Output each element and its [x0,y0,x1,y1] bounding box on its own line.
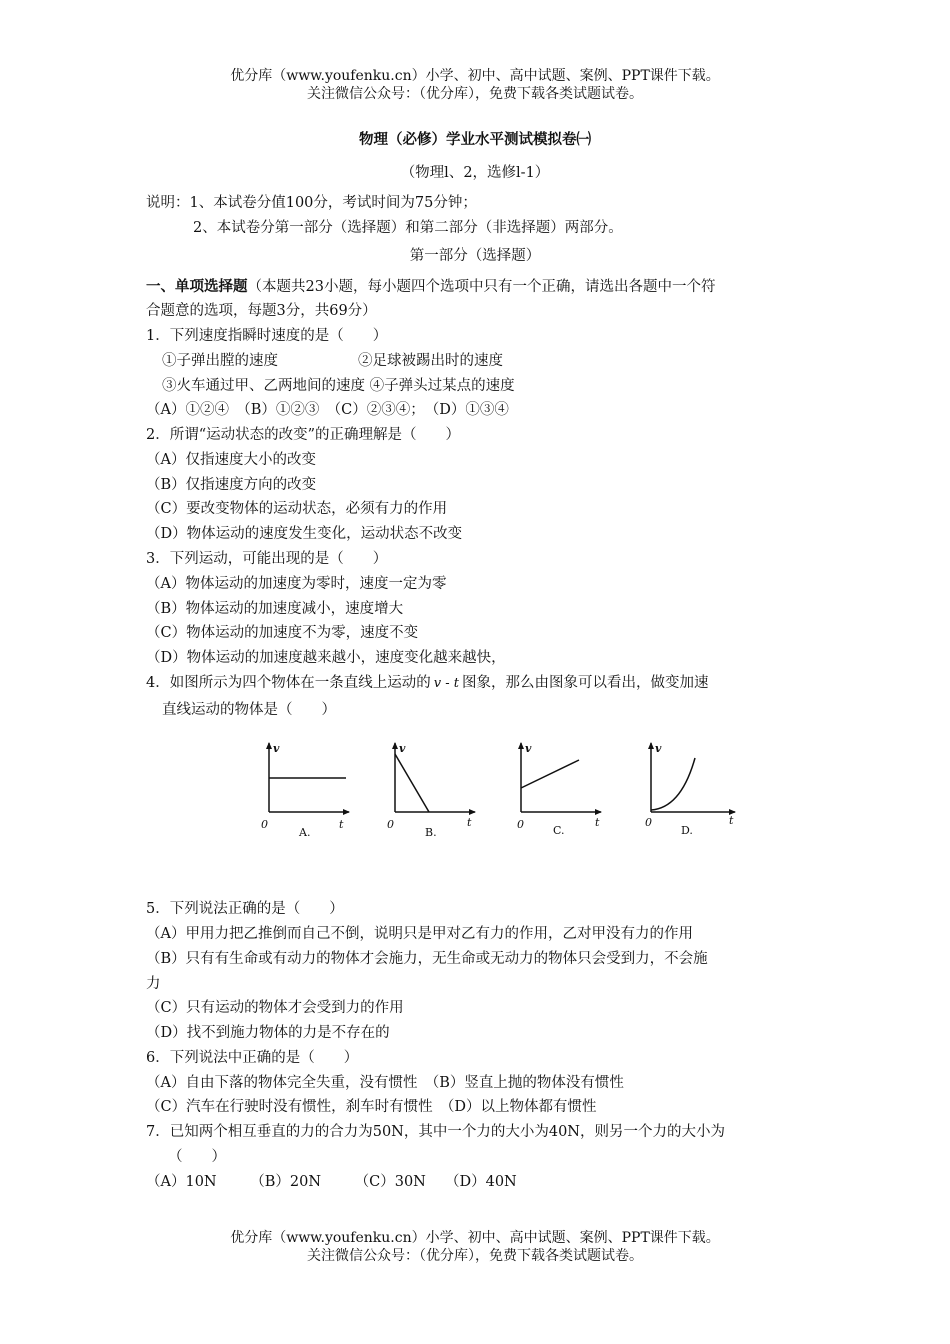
section-intro [146,278,715,296]
q4-stem-part-1: 4．如图所示为四个物体在一条直线上运动的 [146,675,431,691]
q1-item-2: ②足球被踢出时的速度 [358,353,503,369]
q6-options-cd: （C）汽车在行驶时没有惯性，刹车时有惯性 （D）以上物体都有惯性 [146,1099,597,1115]
q4-vt-symbol: v - t [433,676,459,691]
header-line-1: 优分库（www.youfenku.cn）小学、初中、高中试题、案例、PPT课件下载。 [230,68,720,84]
q2-stem: 2．所谓“运动状态的改变”的正确理解是（ ） [146,427,461,443]
graph-c-t-label: t [595,816,600,829]
graph-a-caption: A. [299,826,311,839]
part-one-heading: 第一部分（选择题） [409,248,541,264]
exam-title: 物理（必修）学业水平测试模拟卷㈠ [359,131,591,148]
graph-c [521,743,601,812]
graph-a [269,743,349,812]
q6-stem: 6．下列说法中正确的是（ ） [146,1050,359,1066]
footer-line-2: 关注微信公众号：（优分库），免费下载各类试题试卷。 [307,1248,643,1264]
q3-option-a: （A）物体运动的加速度为零时，速度一定为零 [146,576,447,592]
q6-options-ab: （A）自由下落的物体完全失重，没有惯性 （B）竖直上抛的物体没有惯性 [146,1075,624,1091]
q2-option-a: （A）仅指速度大小的改变 [146,452,316,468]
q4-stem [146,674,708,693]
graph-c-caption: C. [553,824,565,837]
graph-c-line [521,760,579,788]
graph-b-t-label: t [467,816,472,829]
graph-b-origin: 0 [387,818,394,831]
q5-option-b-cont: 力 [146,976,161,992]
q1-items-3-4: ③火车通过甲、乙两地间的速度 ④子弹头过某点的速度 [162,378,515,394]
graph-b-line [395,754,429,812]
q3-stem: 3．下列运动，可能出现的是（ ） [146,551,388,567]
q2-option-c: （C）要改变物体的运动状态，必须有力的作用 [146,501,448,517]
graph-d-v-label: v [655,742,662,755]
graph-c-v-label: v [525,742,532,755]
q2-option-d: （D）物体运动的速度发生变化，运动状态不改变 [146,526,463,542]
graph-a-origin: 0 [261,818,268,831]
section-heading: 一、单项选择题 [146,278,248,295]
q4-stem-cont: 直线运动的物体是（ ） [162,702,336,718]
vt-graphs [255,738,745,843]
q5-option-d: （D）找不到施力物体的力是不存在的 [146,1025,390,1041]
q7-stem: 7．已知两个相互垂直的力的合力为50N，其中一个力的大小为40N，则另一个力的大小为 [146,1124,725,1140]
q3-option-b: （B）物体运动的加速度减小，速度增大 [146,601,404,617]
graph-b-v-label: v [399,742,406,755]
graph-d-t-label: t [729,814,734,827]
q7-answer-paren: （ ） [168,1149,226,1165]
section-description-cont: 合题意的选项，每题3分，共69分） [146,303,377,319]
footer-line-1: 优分库（www.youfenku.cn）小学、初中、高中试题、案例、PPT课件下载。 [230,1230,720,1246]
graph-d-origin: 0 [645,816,652,829]
q4-stem-part-2: 图象，那么由图象可以看出，做变加速 [461,675,709,691]
graph-b [395,743,475,812]
q1-options: （A）①②④ （B）①②③ （C）②③④； （D）①③④ [146,402,509,418]
graph-a-v-label: v [273,742,280,755]
q5-stem: 5．下列说法正确的是（ ） [146,901,344,917]
q1-stem: 1．下列速度指瞬时速度的是（ ） [146,328,388,344]
q5-option-b: （B）只有有生命或有动力的物体才会施力，无生命或无动力的物体只会受到力，不会施 [146,951,708,967]
graph-d-curve [651,758,695,810]
graph-c-origin: 0 [517,818,524,831]
graph-d-caption: D. [681,824,693,837]
graph-d [651,743,735,812]
q2-option-b: （B）仅指速度方向的改变 [146,477,317,493]
instruction-1: 说明：1、本试卷分值100分，考试时间为75分钟； [146,195,477,211]
section-description: （本题共23小题，每小题四个选项中只有一个正确，请选出各题中一个符 [247,279,716,295]
graph-a-t-label: t [339,818,344,831]
vt-graphs-svg [255,738,745,843]
q5-option-c: （C）只有运动的物体才会受到力的作用 [146,1000,404,1016]
q7-options: （A）10N （B）20N （C）30N （D）40N [146,1174,517,1190]
header-line-2: 关注微信公众号：（优分库），免费下载各类试题试卷。 [307,86,643,102]
instruction-2: 2、本试卷分第一部分（选择题）和第二部分（非选择题）两部分。 [193,220,623,236]
exam-subtitle: （物理l、2，选修l-1） [400,165,550,181]
q3-option-c: （C）物体运动的加速度不为零，速度不变 [146,625,419,641]
graph-b-caption: B. [425,826,437,839]
q1-item-1: ①子弹出膛的速度 [162,353,278,369]
q5-option-a: （A）甲用力把乙推倒而自己不倒，说明只是甲对乙有力的作用，乙对甲没有力的作用 [146,926,693,942]
q3-option-d: （D）物体运动的加速度越来越小，速度变化越来越快， [146,650,506,666]
